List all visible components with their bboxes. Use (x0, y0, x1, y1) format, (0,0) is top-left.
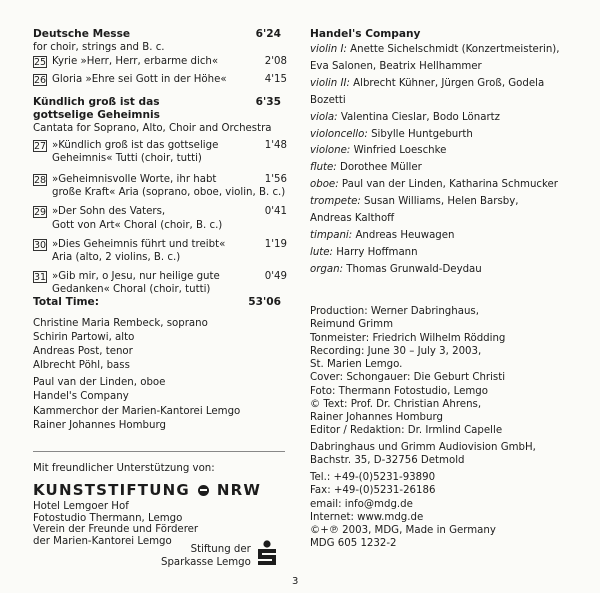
work-title-line2: gottselige Geheimnis (33, 109, 160, 122)
support-section (33, 462, 287, 548)
sparkasse-line1: Stiftung der (190, 544, 251, 555)
credit-line: St. Marien Lemgo. (310, 359, 403, 370)
roster-entry (310, 127, 585, 144)
performer: Handel's Company (33, 391, 129, 403)
credit-line: © Text: Prof. Dr. Christian Ahrens, (310, 398, 482, 410)
track-duration: 0'49 (264, 271, 287, 283)
work-kuendlich (33, 96, 287, 297)
kunststiftung-nrw-logo (33, 481, 287, 499)
roster-role: flute: (310, 162, 337, 174)
performer: Christine Maria Rembeck, soprano (33, 318, 208, 329)
roster-entry (310, 42, 585, 59)
performers-list (33, 317, 287, 433)
work-subtitle: for choir, strings and B. c. (33, 42, 165, 54)
performer: Schirin Partowi, alto (33, 332, 135, 344)
track-number: 30 (34, 239, 47, 251)
total-time-row (33, 296, 287, 309)
roster-role: violin II: (310, 77, 350, 89)
logo-text-right: NRW (216, 481, 262, 500)
credit-line: Internet: www.mdg.de (310, 511, 424, 523)
logo-circle-icon (198, 485, 209, 496)
roster-entry (310, 177, 585, 194)
track-title-line2: große Kraft« Aria (soprano, oboe, violin, B. c.) (52, 187, 286, 199)
track-number: 28 (34, 175, 47, 187)
roster-names: Susan Williams, Helen Barsby, (364, 196, 519, 208)
credit-line: MDG 605 1232-2 (310, 538, 397, 550)
track-duration: 2'08 (264, 56, 287, 68)
total-time-value: 53'06 (248, 296, 281, 308)
roster-entry (310, 228, 585, 245)
track-duration: 1'48 (264, 139, 287, 151)
track-25 (33, 55, 287, 68)
performer: Andreas Post, tenor (33, 346, 133, 358)
track-duration: 4'15 (264, 73, 287, 85)
track-number: 31 (34, 272, 47, 284)
roster-role: organ: (310, 263, 344, 275)
sponsor: Hotel Lemgoer Hof (33, 501, 129, 513)
roster-names: Thomas Grunwald-Deydau (346, 263, 482, 275)
track-title: Kyrie »Herr, Herr, erbarme dich« (52, 56, 219, 68)
credit-line: Recording: June 30 – July 3, 2003, (310, 345, 482, 357)
roster-names-cont: Bozetti (310, 94, 346, 106)
track-number: 29 (34, 207, 47, 219)
roster-entry (310, 143, 585, 160)
roster-role: violone: (310, 145, 351, 157)
roster-role: trompete: (310, 196, 361, 208)
roster-entry (310, 262, 585, 279)
track-title-line1: »Gib mir, o Jesu, nur heilige gute (52, 271, 220, 283)
roster-entry (310, 245, 585, 262)
track-duration: 1'19 (264, 238, 287, 250)
roster-names: Harry Hoffmann (336, 246, 418, 258)
track-title: Gloria »Ehre sei Gott in der Höhe« (52, 73, 227, 85)
roster-role: oboe: (310, 179, 339, 191)
sparkasse-block (161, 543, 251, 569)
roster-names: Winfried Loeschke (353, 145, 447, 157)
work-title-row (33, 28, 287, 41)
roster-role: lute: (310, 246, 333, 258)
roster-entry (310, 160, 585, 177)
roster-names: Albrecht Kühner, Jürgen Groß, Godela (353, 77, 545, 89)
credit-line: Bachstr. 35, D-32756 Detmold (310, 454, 465, 466)
roster-role: violoncello: (310, 128, 368, 140)
work-duration: 6'24 (255, 28, 281, 40)
page-number: 3 (292, 576, 299, 587)
logo-text-left: KUNSTSTIFTUNG (33, 481, 190, 500)
track-27 (33, 139, 287, 165)
ensemble-roster (310, 42, 585, 279)
track-title-line1: »Der Sohn des Vaters, (52, 206, 166, 218)
sponsor: Fotostudio Thermann, Lemgo (33, 512, 183, 524)
track-31 (33, 270, 287, 296)
work-title: Deutsche Messe (33, 28, 131, 40)
track-30 (33, 238, 287, 264)
track-26 (33, 73, 287, 86)
credit-line: Cover: Schongauer: Die Geburt Christi (310, 372, 506, 384)
sparkasse-icon (257, 540, 277, 572)
roster-role: violin I: (310, 44, 347, 55)
track-title-line1: »Dies Geheimnis führt und treibt« (52, 238, 226, 250)
sponsor-list (33, 501, 287, 547)
credit-line: ©+℗ 2003, MDG, Made in Germany (310, 525, 496, 536)
roster-names-cont: Eva Salonen, Beatrix Hellhammer (310, 60, 482, 72)
credit-line: Tonmeister: Friedrich Wilhelm Rödding (310, 332, 506, 344)
track-number: 25 (34, 57, 47, 69)
track-duration: 0'41 (264, 206, 287, 218)
production-credits (310, 305, 585, 551)
sponsor: der Marien-Kantorei Lemgo (33, 535, 172, 547)
credit-line: Reimund Grimm (310, 319, 394, 331)
roster-names: Paul van der Linden, Katharina Schmucker (341, 179, 558, 191)
work-duration: 6'35 (255, 96, 281, 108)
performer: Rainer Johannes Homburg (33, 419, 166, 431)
support-intro: Mit freundlicher Unterstützung von: (33, 463, 215, 474)
roster-names: Andreas Heuwagen (355, 229, 455, 241)
track-29 (33, 205, 287, 231)
roster-names-cont: Andreas Kalthoff (310, 213, 395, 225)
work-deutsche-messe (33, 28, 287, 86)
total-time-label: Total Time: (33, 296, 99, 308)
track-title-line2: Aria (alto, 2 violins, B. c.) (52, 252, 181, 264)
roster-names: Anette Sichelschmidt (Konzertmeisterin), (350, 44, 560, 55)
roster-names: Dorothee Müller (339, 162, 422, 174)
work-title-row (33, 96, 287, 109)
roster-entry (310, 194, 585, 211)
roster-entry (310, 110, 585, 127)
credit-line: Editor / Redaktion: Dr. Irmlind Capelle (310, 425, 503, 437)
roster-role: timpani: (310, 229, 353, 241)
sponsor: Verein der Freunde und Förderer (33, 524, 199, 536)
track-title-line2: Gedanken« Choral (choir, tutti) (52, 284, 211, 296)
roster-role: viola: (310, 111, 338, 123)
credit-line: Rainer Johannes Homburg (310, 412, 443, 423)
track-28 (33, 173, 287, 199)
roster-names: Valentina Cieslar, Bodo Lönartz (340, 111, 500, 123)
track-duration: 1'56 (264, 174, 287, 186)
track-title-line1: »Kündlich groß ist das gottselige (52, 139, 219, 151)
credit-line: Production: Werner Dabringhaus, (310, 306, 479, 317)
credit-line: Tel.: +49-(0)5231-93890 (310, 472, 436, 483)
roster-entry (310, 76, 585, 93)
divider (33, 451, 285, 452)
track-title-line1: »Geheimnisvolle Worte, ihr habt (52, 174, 217, 186)
track-number: 27 (34, 140, 47, 152)
credit-line: Fax: +49-(0)5231-26186 (310, 485, 436, 497)
track-number: 26 (34, 74, 47, 86)
track-title-line2: Geheimnis« Tutti (choir, tutti) (52, 152, 202, 164)
sparkasse-line2: Sparkasse Lemgo (161, 557, 251, 568)
performer: Albrecht Pöhl, bass (33, 360, 130, 372)
credit-line: email: info@mdg.de (310, 498, 413, 510)
performer: Paul van der Linden, oboe (33, 377, 166, 389)
roster-names: Sibylle Huntgeburth (371, 128, 473, 140)
work-title-line1: Kündlich groß ist das (33, 96, 160, 108)
ensemble-title: Handel's Company (310, 28, 421, 40)
credit-line: Dabringhaus und Grimm Audiovision GmbH, (310, 441, 536, 453)
work-subtitle: Cantata for Soprano, Alto, Choir and Orchestra (33, 123, 272, 135)
track-title-line2: Gott von Art« Choral (choir, B. c.) (52, 219, 223, 231)
performer: Kammerchor der Marien-Kantorei Lemgo (33, 405, 241, 417)
credit-line: Foto: Thermann Fotostudio, Lemgo (310, 385, 489, 397)
